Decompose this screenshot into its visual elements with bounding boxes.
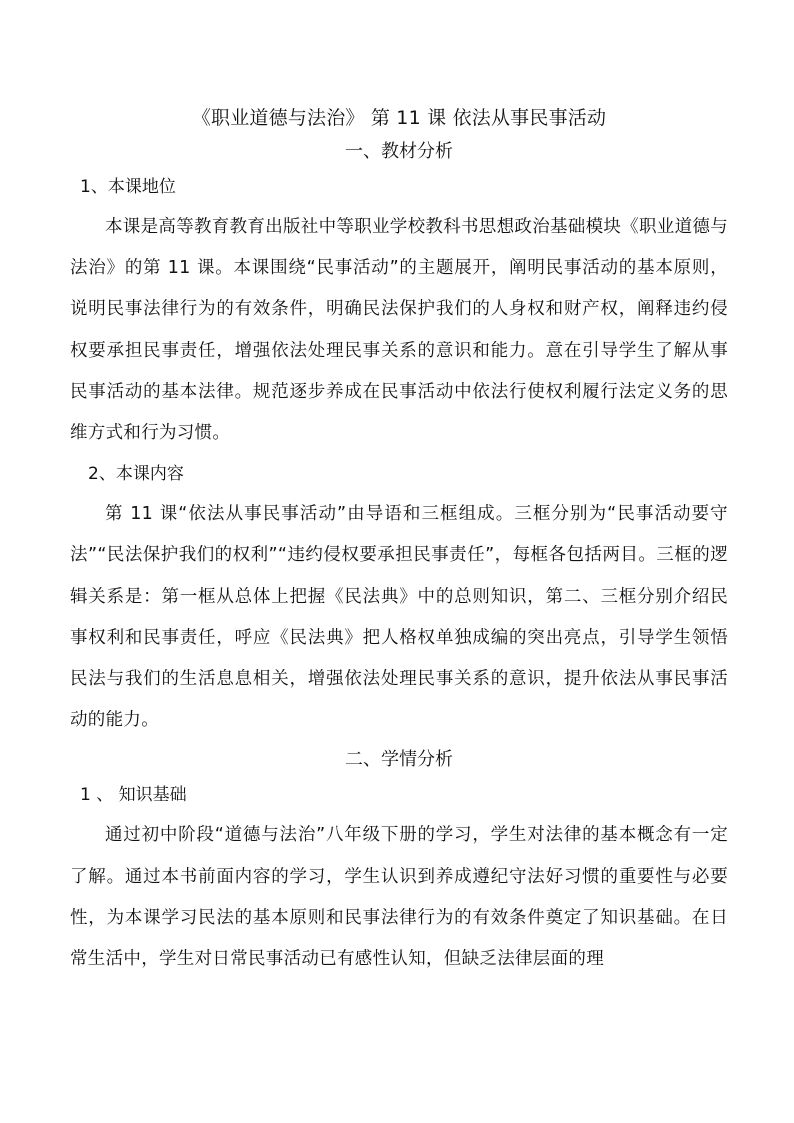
subheading-lesson-position: 1、本课地位: [80, 177, 176, 197]
paragraph-lesson-content: 第 11 课“依法从事民事活动”由导语和三框组成。三框分别为“民事活动要守法”“民法保护我们的权利”“违约侵权要承担民事责任”，每框各包括两目。三框的逻辑关系是：第一框从总体上把握《民法典》中的总则知识，第二、三框分别介绍民事权利和民事责任，呼应《民法典》把人格权单独成编的突出亮点，引导学生领悟民法与我们的生活息息相关，增强依法处理民事关系的意识，提升依法从事民事活动的能力。: [70, 504, 728, 731]
paragraph-lesson-position: 本课是高等教育教育出版社中等职业学校教科书思想政治基础模块《职业道德与法治》的第 11 课。本课围绕“民事活动”的主题展开，阐明民事活动的基本原则，说明民事法律行为的有效条件，明确民法保护我们的人身权和财产权，阐释违约侵权要承担民事责任，增强依法处理民事关系的意识和能力。意在引导学生了解从事民事活动的基本法律。规范逐步养成在民事活动中依法行使权利履行法定义务的思维方式和行为习惯。: [70, 217, 728, 444]
section-heading-textbook-analysis: 一、教材分析: [345, 141, 453, 162]
section-heading-learner-analysis: 二、学情分析: [345, 749, 453, 771]
document-title: 《职业道德与法治》 第 11 课 依法从事民事活动: [191, 107, 607, 129]
subheading-knowledge-foundation: 1 、 知识基础: [80, 785, 187, 806]
subheading-lesson-content: 2、本课内容: [88, 464, 184, 485]
document-content: [70, 102, 728, 980]
paragraph-knowledge-foundation: 通过初中阶段“道德与法治”八年级下册的学习，学生对法律的基本概念有一定了解。通过本书前面内容的学习，学生认识到养成遵纪守法好习惯的重要性与必要性，为本课学习民法的基本原则和民事法律行为的有效条件奠定了知识基础。在日常生活中，学生对日常民事活动已有感性认知，但缺乏法律层面的理: [70, 825, 728, 970]
